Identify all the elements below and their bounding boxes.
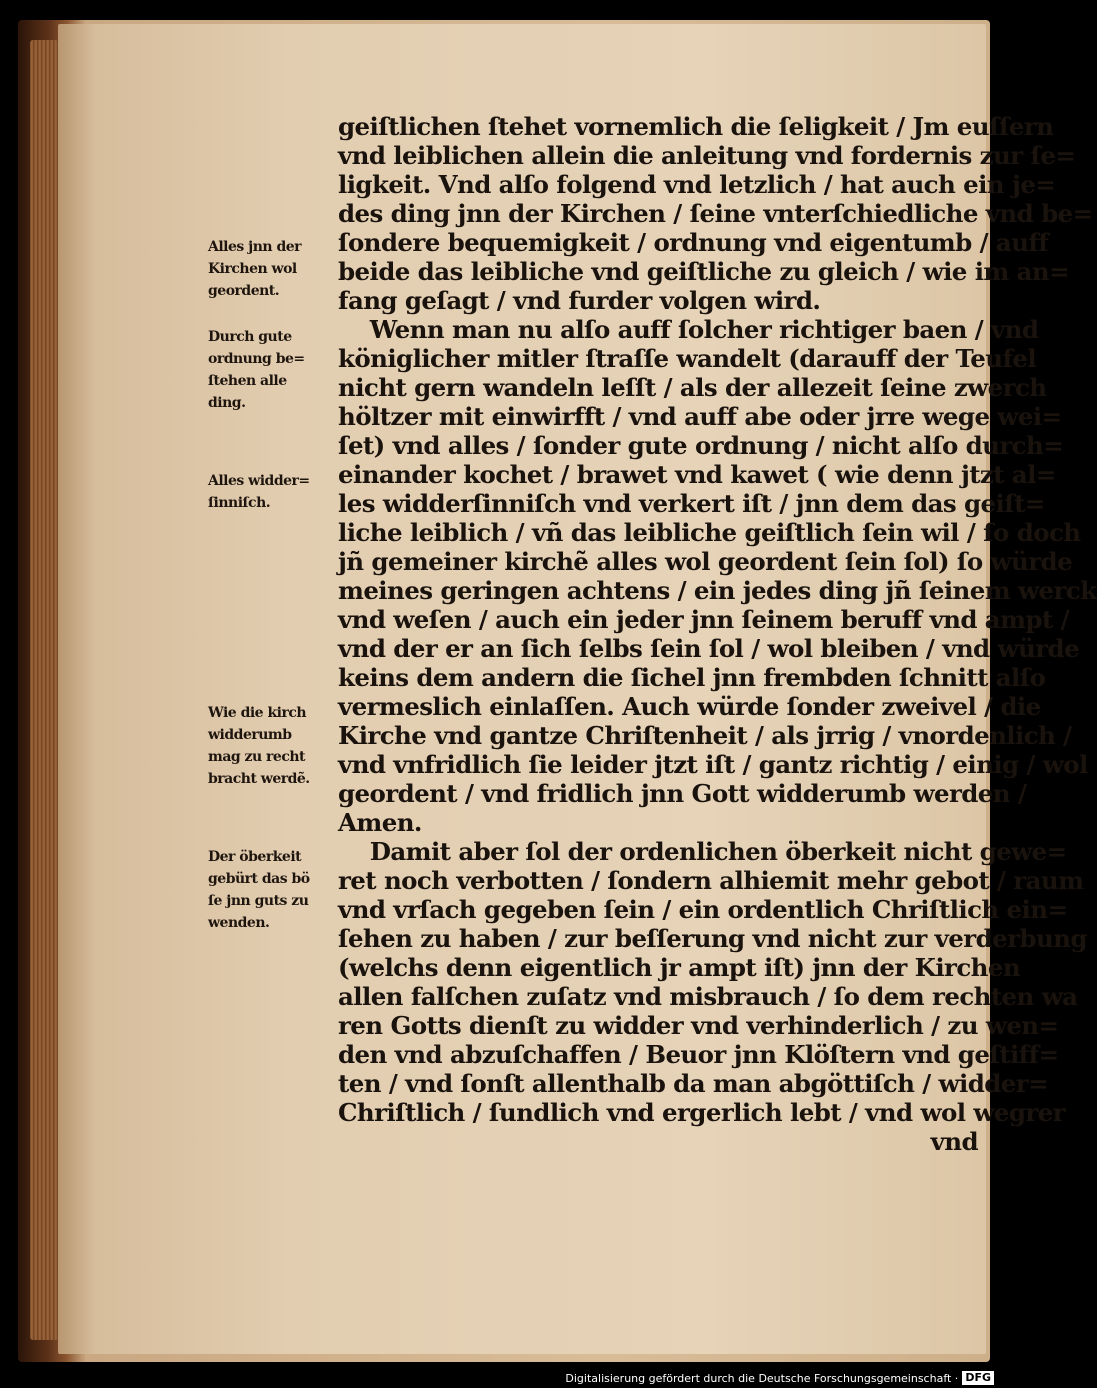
- text-line: Amen.: [338, 808, 422, 837]
- margin-note-3: [208, 470, 336, 514]
- margin-note-line: Alles widder=: [208, 473, 310, 489]
- text-line: les widderſinniſch vnd verkert iſt / jnn dem das geiſt=: [338, 489, 1045, 518]
- text-line: ten / vnd ſonſt allenthalb da man abgöttiſch / widder=: [338, 1069, 1049, 1098]
- footer-credit: [565, 1370, 994, 1386]
- text-line: geiſtlichen ſtehet vornemlich die ſeligkeit / Jm euſſern: [338, 112, 1054, 141]
- footer-text: Digitalisierung gefördert durch die Deutsche Forschungsgemeinschaft ·: [565, 1371, 959, 1385]
- text-line: ſet) vnd alles / ſonder gute ordnung / nicht alſo durch=: [338, 431, 1064, 460]
- text-line: vnd weſen / auch ein jeder jnn ſeinem beruff vnd ampt /: [338, 605, 1069, 634]
- text-line: einander kochet / brawet vnd kawet ( wie denn jtzt al=: [338, 460, 1056, 489]
- text-line: allen falſchen zuſatz vnd misbrauch / ſo dem rechten wa: [338, 982, 1078, 1011]
- text-line: ligkeit. Vnd alſo folgend vnd letzlich / hat auch ein je=: [338, 170, 1056, 199]
- main-text-block: [338, 112, 1097, 1156]
- text-line: Damit aber ſol der ordenlichen öberkeit nicht gewe=: [338, 837, 1067, 866]
- text-line: vnd vnfridlich ſie leider jtzt iſt / gantz richtig / einig / wol: [338, 750, 1088, 779]
- margin-note-line: wenden.: [208, 915, 270, 931]
- text-line: keins dem andern die ſichel jnn frembden ſchnitt alſo: [338, 663, 1046, 692]
- text-line: geordent / vnd fridlich jnn Gott widderumb werden /: [338, 779, 1027, 808]
- text-line: königlicher mitler ſtraſſe wandelt (darauff der Teufel: [338, 344, 1037, 373]
- margin-note-line: Der öberkeit: [208, 849, 302, 865]
- text-line: meines geringen achtens / ein jedes ding jñ ſeinem werck: [338, 576, 1097, 605]
- margin-note-line: bracht werdẽ.: [208, 771, 310, 787]
- margin-note-line: ſinniſch.: [208, 495, 271, 511]
- text-line: ſehen zu haben / zur beſſerung vnd nicht zur verderbung: [338, 924, 1087, 953]
- text-line: vnd vrſach gegeben ſein / ein ordentlich Chriſtlich ein=: [338, 895, 1068, 924]
- margin-note-line: Kirchen wol: [208, 261, 297, 277]
- text-line: liche leiblich / vñ das leibliche geiſtlich ſein wil / ſo doch: [338, 518, 1081, 547]
- margin-note-2: [208, 326, 336, 414]
- margin-note-line: widderumb: [208, 727, 292, 743]
- margin-note-1: [208, 236, 336, 302]
- margin-note-4: [208, 702, 336, 790]
- text-line: den vnd abzuſchaffen / Beuor jnn Klöſtern vnd geſtiff=: [338, 1040, 1059, 1069]
- text-line: ret noch verbotten / ſondern alhiemit mehr gebot / raum: [338, 866, 1084, 895]
- margin-note-line: ſtehen alle: [208, 373, 287, 389]
- text-line: nicht gern wandeln leſſt / als der allezeit ſeine zwerch: [338, 373, 1047, 402]
- margin-note-line: Wie die kirch: [208, 705, 307, 721]
- text-line: höltzer mit einwirfft / vnd auff abe oder jrre wege wei=: [338, 402, 1062, 431]
- text-line: vnd leiblichen allein die anleitung vnd fordernis zur ſe=: [338, 141, 1076, 170]
- text-line: fang geſagt / vnd furder volgen wird.: [338, 286, 821, 315]
- text-line: des ding jnn der Kirchen / ſeine vnterſchiedliche vnd be=: [338, 199, 1093, 228]
- text-line: ren Gotts dienſt zu widder vnd verhinderlich / zu wen=: [338, 1011, 1059, 1040]
- margin-note-line: gebürt das bö: [208, 871, 310, 887]
- text-line: jñ gemeiner kirchẽ alles wol geordent ſein ſol) ſo würde: [338, 547, 1073, 576]
- text-line: Wenn man nu alſo auff ſolcher richtiger baen / vnd: [338, 315, 1039, 344]
- text-line: vnd der er an ſich ſelbs ſein ſol / wol bleiben / vnd würde: [338, 634, 1080, 663]
- margin-note-line: Durch gute: [208, 329, 292, 345]
- margin-note-5: [208, 846, 336, 934]
- text-line: Chriſtlich / ſundlich vnd ergerlich lebt / vnd wol wegrer: [338, 1098, 1065, 1127]
- text-line: Kirche vnd gantze Chriſtenheit / als jrrig / vnordenlich /: [338, 721, 1072, 750]
- text-line: vermeslich einlaſſen. Auch würde ſonder zweivel / die: [338, 692, 1041, 721]
- dfg-logo-icon: DFG: [962, 1371, 994, 1385]
- margin-note-line: mag zu recht: [208, 749, 306, 765]
- margin-note-line: ordnung be=: [208, 351, 305, 367]
- margin-note-line: ſe jnn guts zu: [208, 893, 309, 909]
- margin-note-line: Alles jnn der: [208, 239, 302, 255]
- margin-note-line: ding.: [208, 395, 246, 411]
- margin-note-line: geordent.: [208, 283, 280, 299]
- text-line: ſondere bequemigkeit / ordnung vnd eigentumb / auff: [338, 228, 1049, 257]
- text-line: beide das leibliche vnd geiſtliche zu gleich / wie im an=: [338, 257, 1070, 286]
- catchword: vnd: [930, 1127, 978, 1156]
- text-line: (welchs denn eigentlich jr ampt iſt) jnn der Kirchen: [338, 953, 1021, 982]
- page-edges: [30, 40, 58, 1340]
